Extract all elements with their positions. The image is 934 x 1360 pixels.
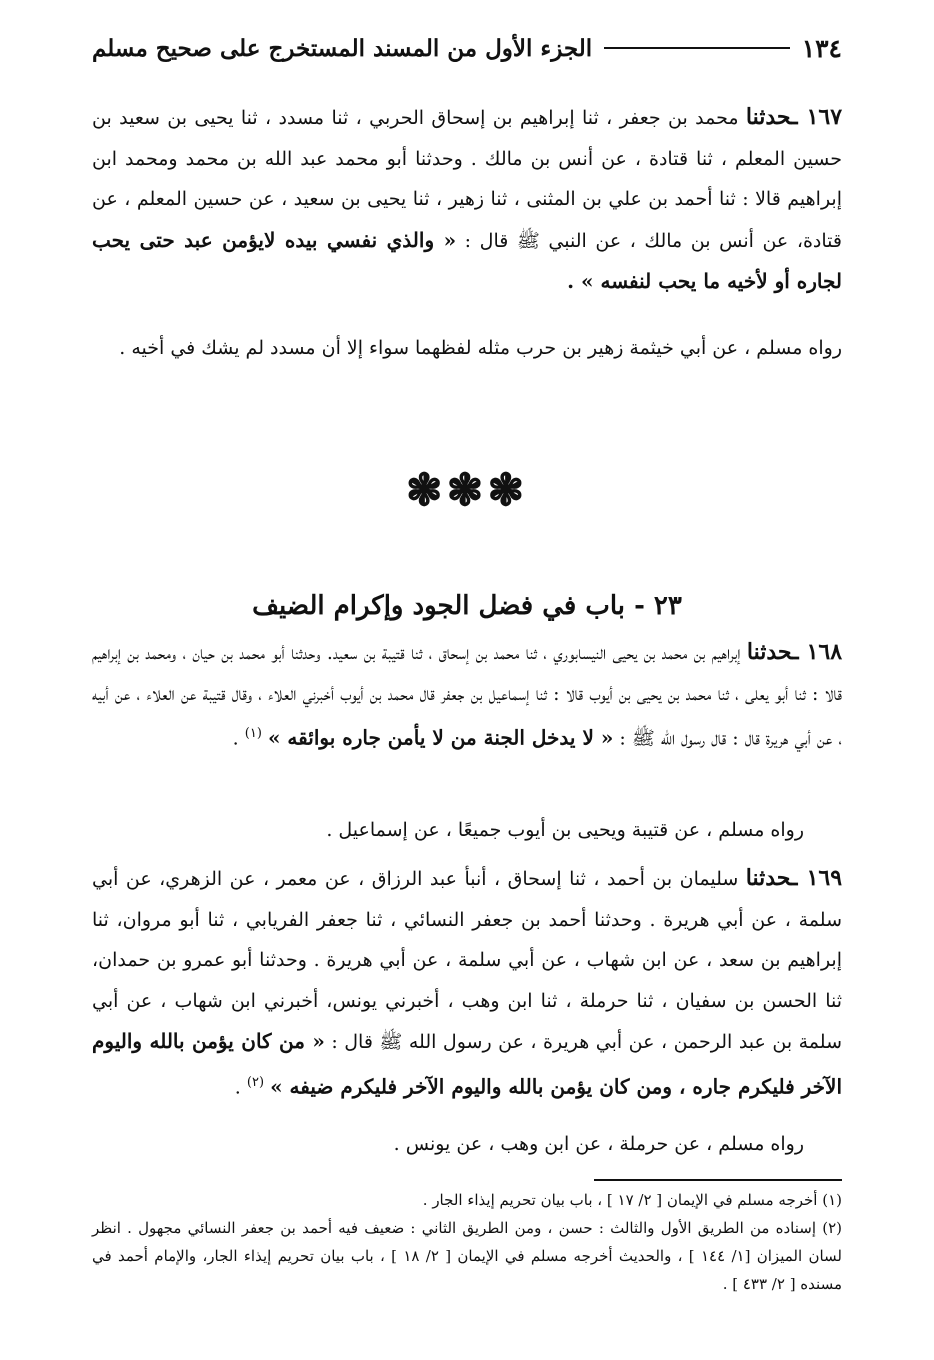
end-mark: . <box>234 1076 247 1099</box>
hadith-keyword: حدثنا <box>745 104 792 130</box>
footnote-1: (١) أخرجه مسلم في الإيمان [ ٢/ ١٧ ] ، باب بيان تحريم إيذاء الجار . <box>422 1191 842 1209</box>
hadith-number: ١٦٧ ـ <box>791 104 843 130</box>
page-number: ١٣٤ <box>801 33 842 63</box>
footnote-ref[interactable]: (٢) <box>246 1074 265 1090</box>
chapter-title: ٢٣ - باب في فضل الجود وإكرام الضيف <box>252 591 682 621</box>
hadith-168-riwaya <box>92 810 842 851</box>
page-header <box>92 28 842 68</box>
footnote-rule <box>594 1179 842 1181</box>
hadith-169-riwaya <box>92 1124 842 1165</box>
hadith-167-riwaya <box>92 328 842 369</box>
hadith-167-text <box>92 97 842 303</box>
end-mark: . <box>232 727 245 750</box>
section-separator: ❃❃❃ <box>405 465 529 516</box>
riwaya-text: رواه مسلم ، عن حرملة ، عن ابن وهب ، عن يونس . <box>393 1133 804 1155</box>
hadith-number: ١٦٨ ـ <box>792 639 843 665</box>
riwaya-text: رواه مسلم ، عن قتيبة ويحيى بن أيوب جميعًا ، عن إسماعيل . <box>326 819 804 841</box>
hadith-169-text <box>92 858 842 1108</box>
isnad: سليمان بن أحمد ، ثنا إسحاق ، أنبأ عبد الرزاق ، عن معمر ، عن الزهري، عن أبي سلمة ، عن أبي هريرة . وحدثنا أحمد بن جعفر النسائي ، ثنا جعفر الفريابي ، ثنا أبو مروان، ثنا إبراهيم بن سعد ، عن ابن شهاب ، عن أبي سلمة ، عن أبي هريرة . وحدثنا أبو عمرو بن حمدان، ثنا الحسن بن سفيان ، ثنا حرملة ، ثنا ابن وهب ، أخبرني يونس، أخبرني ابن شهاب ، عن أبي سلمة بن عبد الرحمن ، عن أبي هريرة ، عن رسول الله ﷺ قال : <box>92 868 843 1054</box>
isnad: محمد بن جعفر ، ثنا إبراهيم بن إسحاق الحربي ، ثنا مسدد ، ثنا يحيى بن سعيد بن حسين المعلم ، ثنا قتادة ، عن أنس بن مالك . وحدثنا أبو محمد عبد الله بن محمد ومحمد ابن إبراهيم قالا : ثنا أحمد بن علي بن المثنى ، ثنا زهير ، ثنا يحيى بن سعيد ، عن حسين المعلم ، عن قتادة، عن أنس بن مالك ، عن النبي ﷺ قال : <box>92 107 842 252</box>
hadith-168 <box>92 632 842 759</box>
running-title: الجزء الأول من المسند المستخرج على صحيح مسلم <box>92 34 593 62</box>
hadith-keyword: حدثنا <box>746 639 793 665</box>
footnote-2: (٢) إسناده من الطريق الأول والثالث : حسن ، ومن الطريق الثاني : ضعيف فيه أحمد بن جعفر النسائي مجهول . انظر لسان الميزان [١/ ١٤٤ ] ، والحديث أخرجه مسلم في الإيمان [ ٢/ ١٨ ] ، باب بيان تحريم إيذاء الجار، والإمام أحمد في مسنده [ ٢/ ٤٣٣ ] . <box>92 1219 842 1293</box>
hadith-169 <box>92 858 842 1108</box>
hadith-167 <box>92 97 842 303</box>
hadith-keyword: حدثنا <box>745 865 792 891</box>
riwaya-text: رواه مسلم ، عن أبي خيثمة زهير بن حرب مثله لفظهما سواء إلا أن مسدد لم يشك في أخيه . <box>119 337 842 359</box>
matn: « والذي نفسي بيده لايؤمن عبد حتى يحب لجاره أو لأخيه ما يحب لنفسه » . <box>92 227 842 294</box>
matn: « من كان يؤمن بالله واليوم الآخر فليكرم جاره ، ومن كان يؤمن بالله واليوم الآخر فليكرم ضيفه » <box>92 1029 842 1099</box>
header-rule <box>604 47 790 49</box>
isnad: إبراهيم بن محمد بن يحيى النيسابوري ، ثنا محمد بن إسحاق ، ثنا قتيبة بن سعيد. وحدثنا أبو محمد بن حيان ، ومحمد بن إبراهيم قالا : ثنا أبو يعلى ، ثنا محمد بن يحيى بن أيوب قالا : ثنا إسماعيل بن جعفر قال محمد بن أيوب أخبرني العلاء ، وقال قتيبة عن العلاء ، عن أبيه ، عن أبي هريرة قال : قال رسول الله ﷺ : <box>92 642 842 750</box>
hadith-number: ١٦٩ ـ <box>791 865 843 891</box>
hadith-168-text <box>92 632 842 759</box>
matn: « لا يدخل الجنة من لا يأمن جاره بوائقه » <box>267 725 614 750</box>
footnotes <box>92 1186 842 1298</box>
footnote-ref[interactable]: (١) <box>244 726 262 742</box>
